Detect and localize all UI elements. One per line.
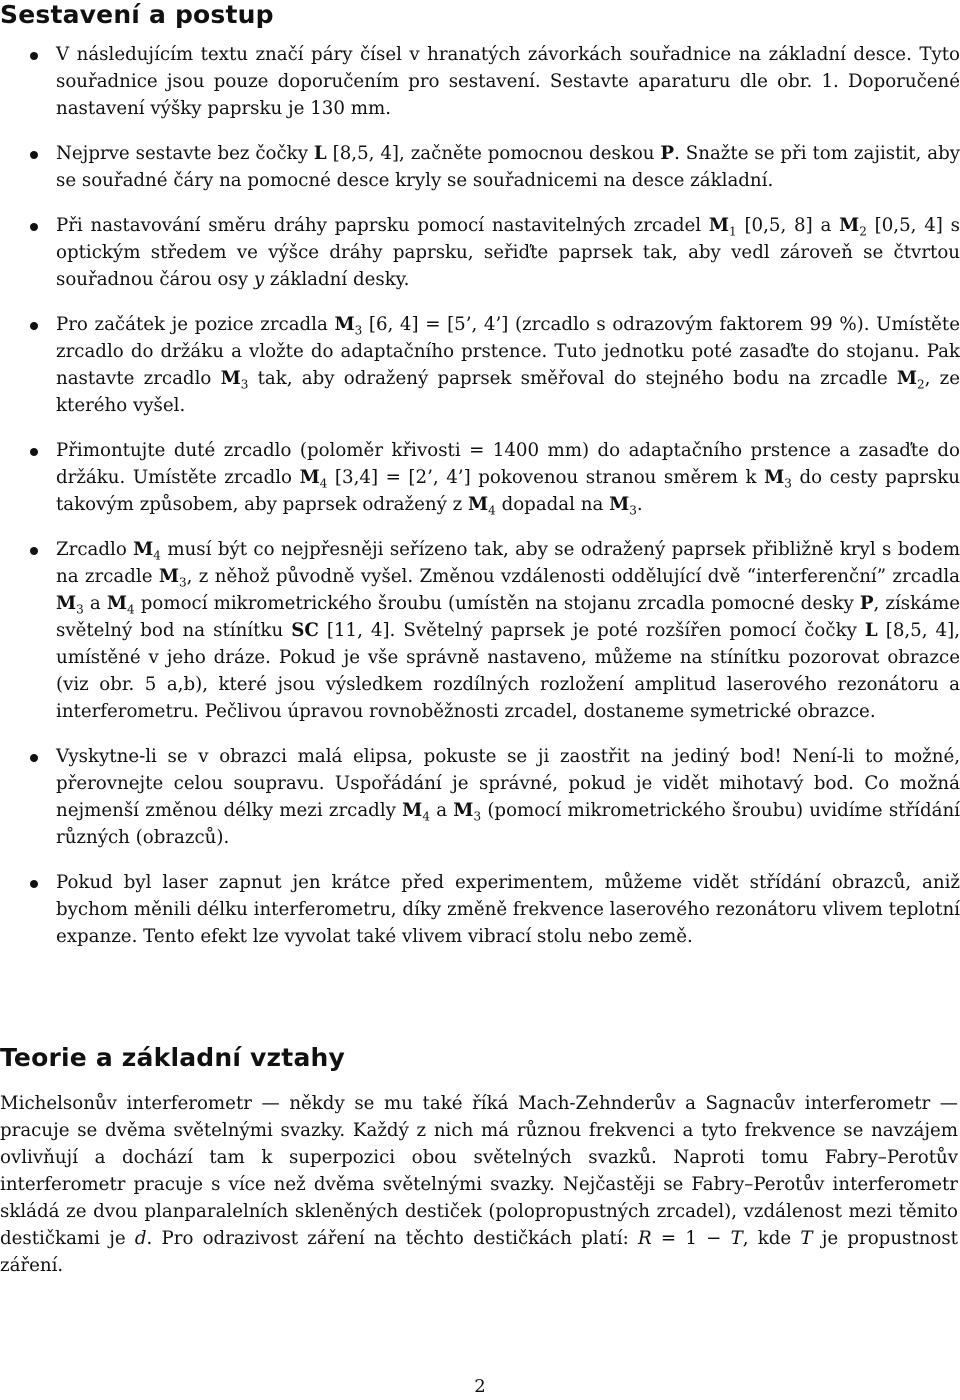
list-item-text: Při nastavování směru dráhy paprsku pomocí nastavitelných zrcadel $M_1$ [0,5, 8] a $M_2$ [0,5, 4] s optickým středem ve výšce dráhy paprsku, seřiďte paprsek tak, aby vedl zároveň se čtvrtou souřadnou čárou osy y základní desky. <box>56 215 960 290</box>
list-item <box>0 311 960 419</box>
list-item-text: Přimontujte duté zrcadlo (poloměr křivosti = 1400 mm) do adaptačního prstence a zasaďte do držáku. Umístěte zrcadlo $M_4$ [3,4] = [2’, 4’] pokovenou stranou směrem k $M_3$ do cesty paprsku takovým způsobem, aby paprsek odražený z $M_4$ dopadal na $M_3$. <box>56 440 960 518</box>
list-item-text: Zrcadlo $M_4$ musí být co nejpřesněji seřízeno tak, aby se odražený paprsek přibližně kryl s bodem na zrcadle $M_3$, z něhož původně vyšel. Změnou vzdálenosti oddělující dvě “interferenční” zrcadla $M_3$ a $M_4$ pomocí mikrometrického šroubu (umístěn na stojanu zrcadla pomocné desky P, získáme světelný bod na stínítku SC [11, 4]. Světelný paprsek je poté rozšířen pomocí čočky L [8,5, 4], umístěné v jeho dráze. Pokud je vše správně nastaveno, můžeme na stínítku pozorovat obrazce (viz obr. 5 a,b), které jsou výsledkem rozdílných rozložení amplitud laserového rezonátoru a interferometru. Pečlivou úpravou rovnoběžnosti zrcadel, dostaneme symetrické obrazce. <box>56 539 960 722</box>
list-item-text: Nejprve sestavte bez čočky L [8,5, 4], začněte pomocnou deskou P. Snažte se při tom zajistit, aby se souřadné čáry na pomocné desce kryly se souřadnicemi na desce základní. <box>56 143 960 191</box>
list-item <box>0 41 960 122</box>
page-number: 2 <box>474 1376 486 1397</box>
procedure-list <box>0 41 960 968</box>
list-item <box>0 212 960 293</box>
section-heading-theory: Teorie a základní vztahy <box>0 1043 346 1072</box>
list-item-text: Pro začátek je pozice zrcadla $M_3$ [6, 4] = [5’, 4’] (zrcadlo s odrazovým faktorem 99 %). Umístěte zrcadlo do držáku a vložte do adaptačního prstence. Tuto jednotku poté zasaďte do stojanu. Pak nastavte zrcadlo $M_3$ tak, aby odražený paprsek směřoval do stejného bodu na zrcadle $M_2$, ze kterého vyšel. <box>56 314 960 416</box>
theory-paragraph: Michelsonův interferometr — někdy se mu také říká Mach-Zehnderův a Sagnacův interferometr — pracuje se dvěma světelnými svazky. Každý z nich má různou frekvenci a tyto frekvence se navzájem ovlivňují a dochází tam k superpozici obou světelných svazků. Naproti tomu Fabry–Perotův interferometr pracuje s více než dvěma světelnými svazky. Nejčastěji se Fabry–Perotův interferometr skládá ze dvou planparalelních skleněných destiček (polopropustných zrcadel), vzdálenost mezi těmito destičkami je d. Pro odrazivost záření na těchto destičkách platí: R = 1 − T, kde T je propustnost záření. <box>0 1093 958 1276</box>
list-item <box>0 536 960 725</box>
list-item-text: Vyskytne-li se v obrazci malá elipsa, pokuste se ji zaostřit na jediný bod! Není-li to možné, přerovnejte celou soupravu. Uspořádání je správné, pokud je vidět mihotavý bod. Co možná nejmenší změnou délky mezi zrcadly $M_4$ a $M_3$ (pomocí mikrometrického šroubu) uvidíme střídání různých (obrazců). <box>56 746 960 848</box>
list-item-text: Pokud byl laser zapnut jen krátce před experimentem, můžeme vidět střídání obrazců, aniž bychom měnili délku interferometru, díky změně frekvence laserového rezonátoru vlivem teplotní expanze. Tento efekt lze vyvolat také vlivem vibrací stolu nebo země. <box>56 872 960 947</box>
list-item <box>0 437 960 518</box>
list-item <box>0 140 960 194</box>
list-item <box>0 743 960 851</box>
list-item <box>0 869 960 950</box>
section-heading-assembly: Sestavení a postup <box>0 0 274 29</box>
list-item-text: V následujícím textu značí páry čísel v hranatých závorkách souřadnice na základní desce. Tyto souřadnice jsou pouze doporučením pro sestavení. Sestavte aparaturu dle obr. 1. Doporučené nastavení výšky paprsku je 130 mm. <box>56 44 960 119</box>
